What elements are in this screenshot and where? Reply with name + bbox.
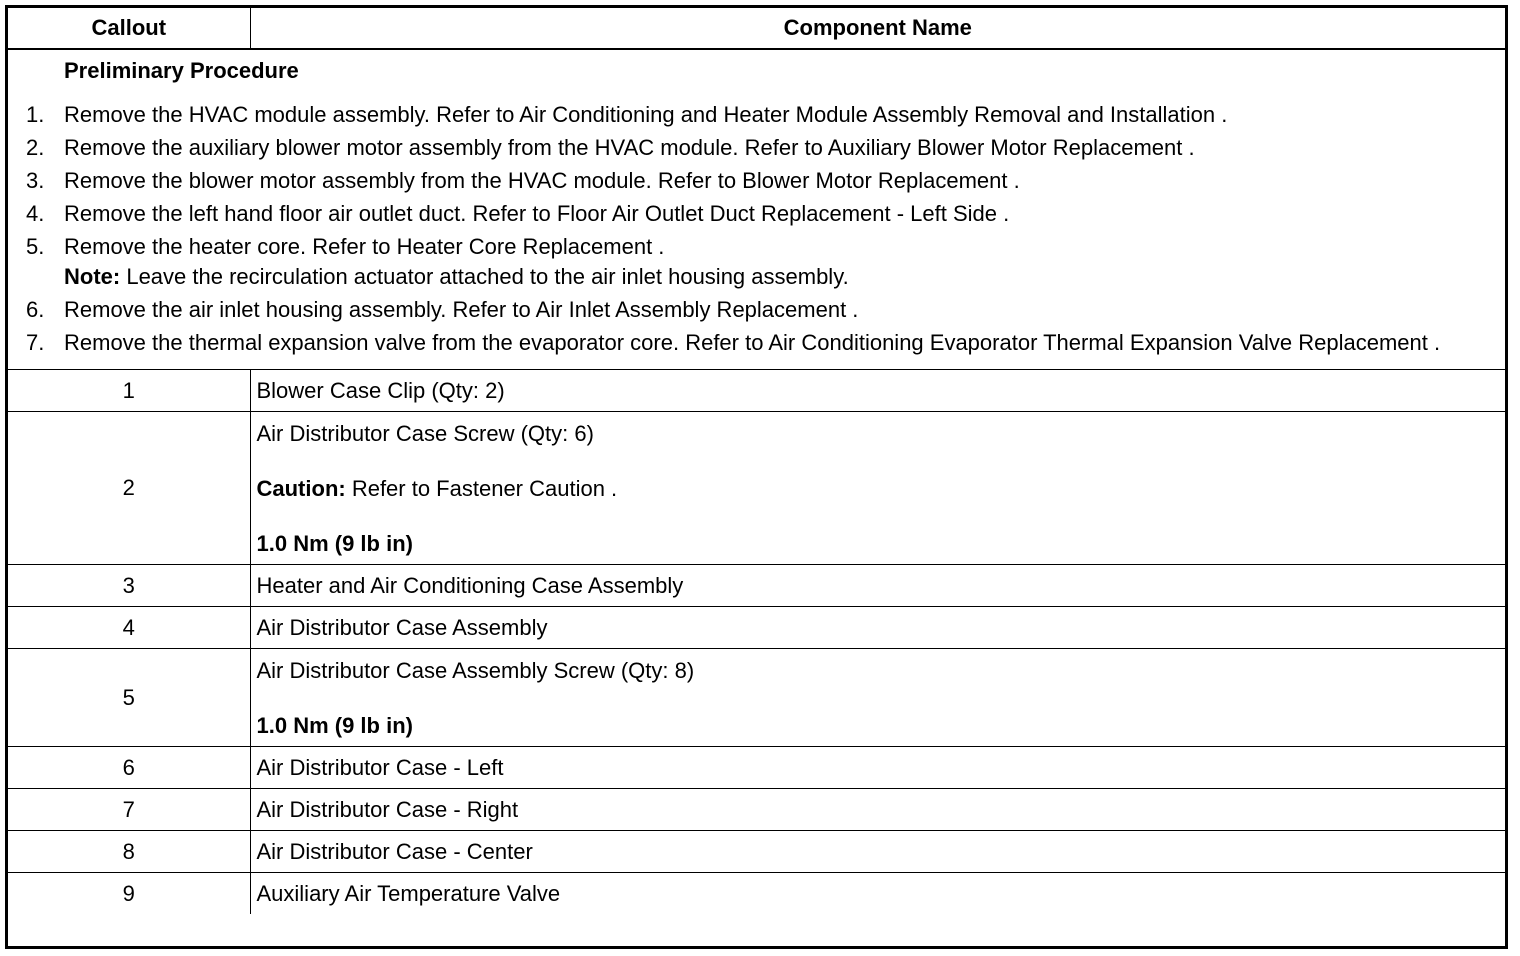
- table-row: [8, 607, 1505, 649]
- step-number: 7.: [26, 330, 45, 355]
- table-row: [8, 412, 1505, 565]
- component-name-cell: Auxiliary Air Temperature Valve: [250, 873, 1505, 915]
- preliminary-steps: [26, 102, 1493, 356]
- note-label: Note:: [64, 264, 121, 289]
- step-item: [26, 330, 1493, 356]
- table-row: [8, 873, 1505, 915]
- component-name: Air Distributor Case Assembly Screw (Qty: 8): [256, 658, 695, 683]
- torque-spec: 1.0 Nm (9 lb in): [256, 713, 413, 738]
- step-text: Remove the blower motor assembly from the HVAC module. Refer to Blower Motor Replacement .: [64, 168, 1020, 193]
- step-text: Remove the heater core. Refer to Heater Core Replacement .: [64, 234, 665, 259]
- step-item: [26, 201, 1493, 227]
- callout-cell: 4: [8, 607, 250, 649]
- table-row: [8, 747, 1505, 789]
- caution-label: Caution:: [256, 476, 346, 501]
- callout-cell: 8: [8, 831, 250, 873]
- component-name-cell: [250, 412, 1505, 565]
- preliminary-procedure: [8, 49, 1505, 370]
- step-number: 5.: [26, 234, 45, 259]
- step-item: [26, 297, 1493, 323]
- caution-line: [257, 476, 1500, 502]
- header-row: [8, 8, 1505, 49]
- table-row: [8, 789, 1505, 831]
- component-name-header: Component Name: [250, 8, 1505, 49]
- step-item: [26, 135, 1493, 161]
- component-name-cell: Air Distributor Case - Center: [250, 831, 1505, 873]
- step-item: [26, 168, 1493, 194]
- callout-cell: 6: [8, 747, 250, 789]
- caution-text: Refer to Fastener Caution .: [345, 476, 618, 501]
- callout-cell: 1: [8, 370, 250, 412]
- callout-cell: 9: [8, 873, 250, 915]
- step-item: [26, 234, 1493, 290]
- torque-spec: 1.0 Nm (9 lb in): [256, 531, 413, 556]
- step-item: [26, 102, 1493, 128]
- step-number: 1.: [26, 102, 45, 127]
- step-number: 3.: [26, 168, 45, 193]
- step-text: Remove the air inlet housing assembly. Refer to Air Inlet Assembly Replacement .: [64, 297, 859, 322]
- step-text: Remove the auxiliary blower motor assembly from the HVAC module. Refer to Auxiliary Blower Motor Replacement .: [64, 135, 1195, 160]
- step-number: 4.: [26, 201, 45, 226]
- step-number: 2.: [26, 135, 45, 160]
- component-table: [8, 8, 1505, 914]
- component-name: Air Distributor Case Screw (Qty: 6): [256, 421, 594, 446]
- component-name-cell: Air Distributor Case - Right: [250, 789, 1505, 831]
- preliminary-title: Preliminary Procedure: [64, 58, 299, 83]
- callout-header: Callout: [8, 8, 250, 49]
- component-name-cell: Heater and Air Conditioning Case Assembly: [250, 565, 1505, 607]
- callout-cell: 3: [8, 565, 250, 607]
- callout-cell: 5: [8, 649, 250, 747]
- callout-cell: 2: [8, 412, 250, 565]
- component-name-cell: Blower Case Clip (Qty: 2): [250, 370, 1505, 412]
- step-text: Remove the HVAC module assembly. Refer to Air Conditioning and Heater Module Assembly Removal and Installation .: [64, 102, 1228, 127]
- component-name-cell: [250, 649, 1505, 747]
- table-row: [8, 370, 1505, 412]
- step-text: Remove the thermal expansion valve from the evaporator core. Refer to Air Conditioning Evaporator Thermal Expansion Valve Replacement .: [64, 330, 1441, 355]
- step-note: [64, 264, 1493, 290]
- component-name-cell: Air Distributor Case Assembly: [250, 607, 1505, 649]
- note-text: Leave the recirculation actuator attached to the air inlet housing assembly.: [120, 264, 849, 289]
- preliminary-procedure-row: [8, 49, 1505, 370]
- step-number: 6.: [26, 297, 45, 322]
- component-name-cell: Air Distributor Case - Left: [250, 747, 1505, 789]
- table-row: [8, 565, 1505, 607]
- step-text: Remove the left hand floor air outlet duct. Refer to Floor Air Outlet Duct Replacement - Left Side .: [64, 201, 1010, 226]
- table-row: [8, 649, 1505, 747]
- callout-cell: 7: [8, 789, 250, 831]
- table-row: [8, 831, 1505, 873]
- component-table-frame: [5, 5, 1508, 949]
